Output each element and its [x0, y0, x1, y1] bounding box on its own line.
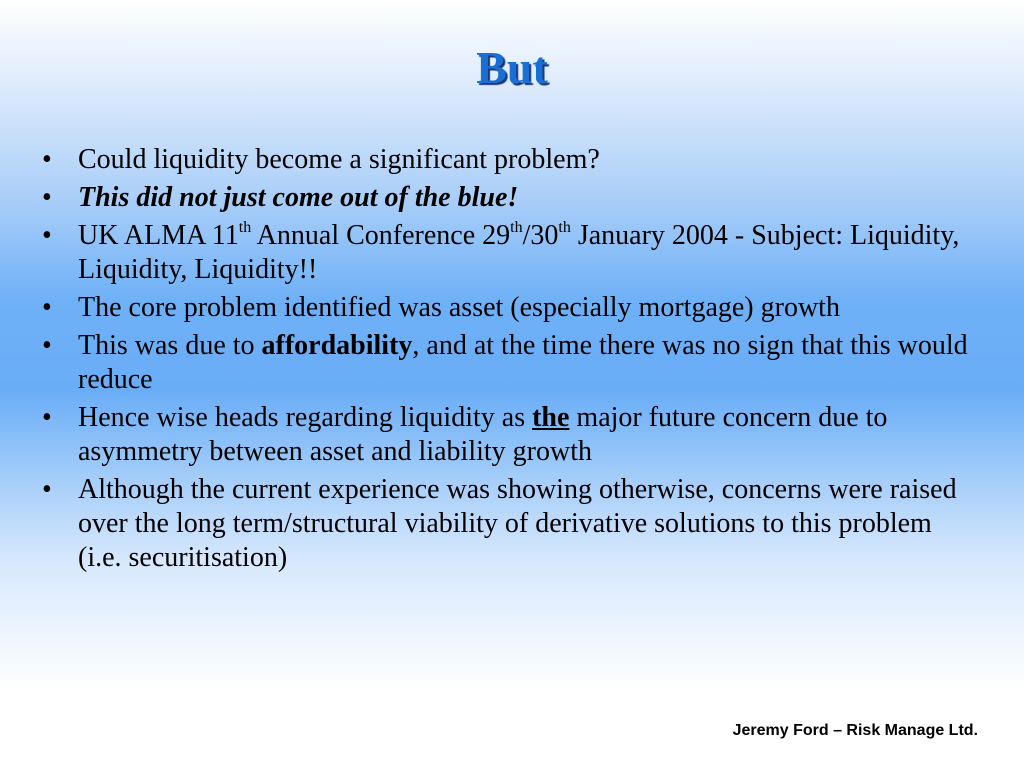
bullet-text-bold: affordability	[261, 330, 413, 361]
bullet-icon: •	[42, 292, 52, 323]
bullet-text-part: UK ALMA 11	[78, 220, 239, 251]
bullet-text-part: /30	[522, 220, 559, 251]
bullet-item-affordability	[42, 329, 982, 397]
slide-title: But	[476, 42, 548, 93]
bullet-item-core-problem	[42, 291, 982, 325]
bullet-item-liquidity-question	[42, 143, 982, 177]
bullet-item-wise-heads	[42, 401, 982, 469]
bullet-item-out-of-the-blue	[42, 181, 982, 215]
bullet-text: The core problem identified was asset (especially mortgage) growth	[78, 292, 840, 323]
slide-footer: Jeremy Ford – Risk Manage Ltd.	[732, 722, 978, 739]
bullet-text-part: Hence wise heads regarding liquidity as	[78, 402, 533, 433]
bullet-icon: •	[42, 330, 52, 361]
ordinal-suffix: th	[558, 218, 571, 236]
bullet-item-alma-conference	[42, 219, 982, 287]
bullet-icon: •	[42, 474, 52, 505]
ordinal-suffix: th	[510, 218, 523, 236]
bullet-text: Although the current experience was showing otherwise, concerns were raised over the long term/structural viability of derivative solutions to this problem (i.e. securitisation)	[78, 474, 957, 573]
bullet-icon: •	[42, 402, 52, 433]
bullet-icon: •	[42, 182, 52, 213]
bullet-text-part: Annual Conference 29	[251, 220, 511, 251]
bullet-text-emphasis: This did not just come out of the blue!	[78, 182, 519, 213]
bullet-icon: •	[42, 220, 52, 251]
bullet-text: Could liquidity become a significant problem?	[78, 144, 600, 175]
bullet-icon: •	[42, 144, 52, 175]
bullet-text-part: , and at the time there was no sign that this would reduce	[78, 330, 968, 395]
bullet-text-part: major future concern due to asymmetry between asset and liability growth	[78, 402, 888, 467]
bullet-text-part: This was due to	[78, 330, 262, 361]
bullet-list	[42, 143, 982, 579]
bullet-text-part: January 2004 - Subject: Liquidity, Liquidity, Liquidity!!	[78, 220, 960, 285]
bullet-item-derivative-concerns	[42, 473, 982, 575]
ordinal-suffix: th	[238, 218, 252, 236]
bullet-text-emphasis: the	[532, 402, 570, 433]
